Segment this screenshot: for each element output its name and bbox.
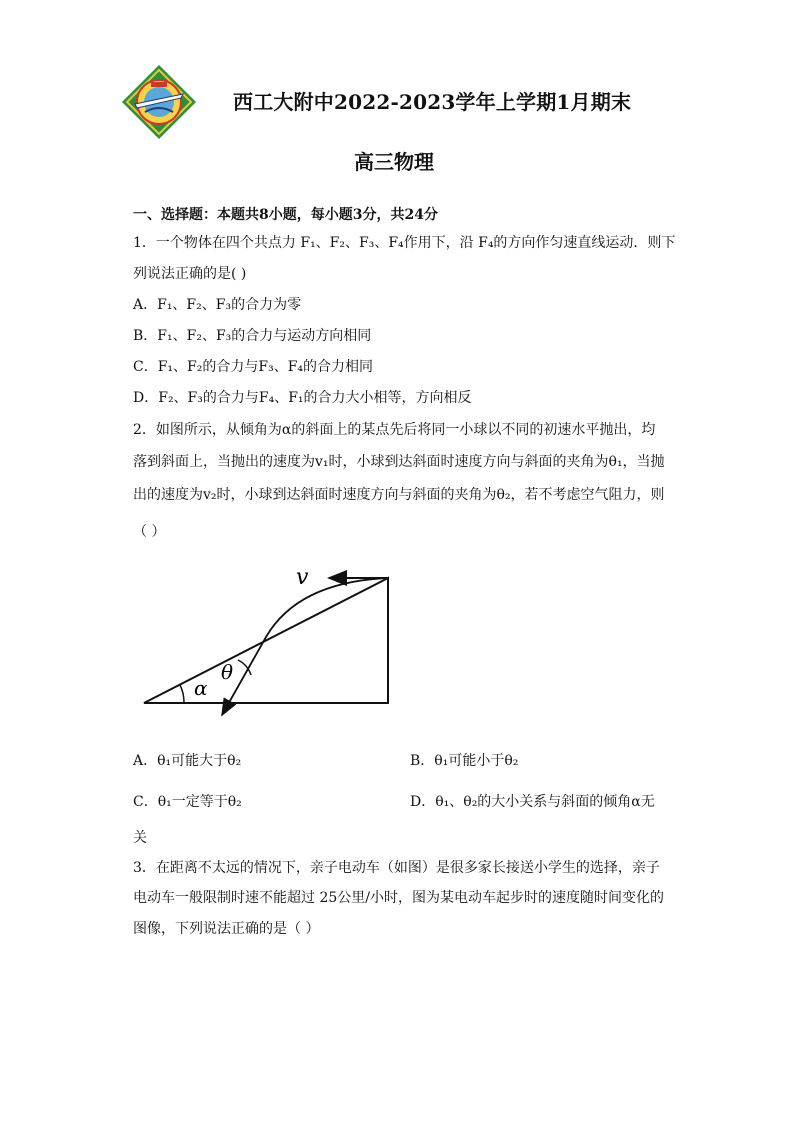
q2-option-d-line-2: 关 — [133, 830, 147, 846]
q2-option-c: C．θ₁一定等于θ₂ — [133, 794, 242, 810]
v-label: v — [296, 565, 309, 590]
q3-stem-line-3: 图像，下列说法正确的是（ ） — [133, 921, 320, 937]
section-heading: 一、选择题：本题共8小题，每小题3分，共24分 — [133, 207, 438, 223]
q2-option-a: A．θ₁可能大于θ₂ — [133, 753, 242, 769]
q2-option-b: B．θ₁可能小于θ₂ — [410, 753, 519, 769]
theta-label: θ — [221, 660, 234, 684]
q1-option-b: B．F₁、F₂、F₃的合力与运动方向相同 — [133, 328, 372, 344]
q2-option-d-line-1: D．θ₁、θ₂的大小关系与斜面的倾角α无 — [410, 794, 655, 810]
incline-diagram — [138, 562, 396, 722]
q3-stem-line-2: 电动车一般限制时速不能超过 25公里/小时，图为某电动车起步时的速度随时间变化的 — [133, 890, 664, 906]
school-logo — [121, 64, 197, 140]
q2-stem-line-2: 落到斜面上，当抛出的速度为v₁时，小球到达斜面时速度方向与斜面的夹角为θ₁，当抛 — [133, 454, 665, 470]
page-subtitle: 高三物理 — [354, 150, 434, 174]
alpha-label: α — [194, 676, 208, 700]
trajectory-curve — [222, 578, 388, 715]
alpha-arc — [180, 685, 184, 703]
q2-stem-line-3: 出的速度为v₂时，小球到达斜面时速度方向与斜面的夹角为θ₂，若不考虑空气阻力，则 — [133, 487, 665, 503]
incline-triangle — [144, 578, 388, 703]
q3-stem-line-1: 3．在距离不太远的情况下，亲子电动车（如图）是很多家长接送小学生的选择，亲子 — [133, 860, 660, 876]
q1-stem-line-2: 列说法正确的是( ) — [133, 266, 247, 282]
q1-option-c: C．F₁、F₂的合力与F₃、F₄的合力相同 — [133, 359, 374, 375]
page-title: 西工大附中2022-2023学年上学期1月期末 — [233, 90, 632, 114]
q2-stem-line-4: （ ） — [133, 524, 166, 540]
q1-option-a: A．F₁、F₂、F₃的合力为零 — [133, 297, 302, 313]
q1-option-d: D．F₂、F₃的合力与F₄、F₁的合力大小相等，方向相反 — [133, 390, 472, 406]
q2-stem-line-1: 2．如图所示，从倾角为α的斜面上的某点先后将同一小球以不同的初速水平抛出，均 — [133, 422, 656, 438]
q1-stem-line-1: 1．一个物体在四个共点力 F₁、F₂、F₃、F₄作用下，沿 F₄的方向作匀速直线运动．则下 — [133, 235, 676, 251]
